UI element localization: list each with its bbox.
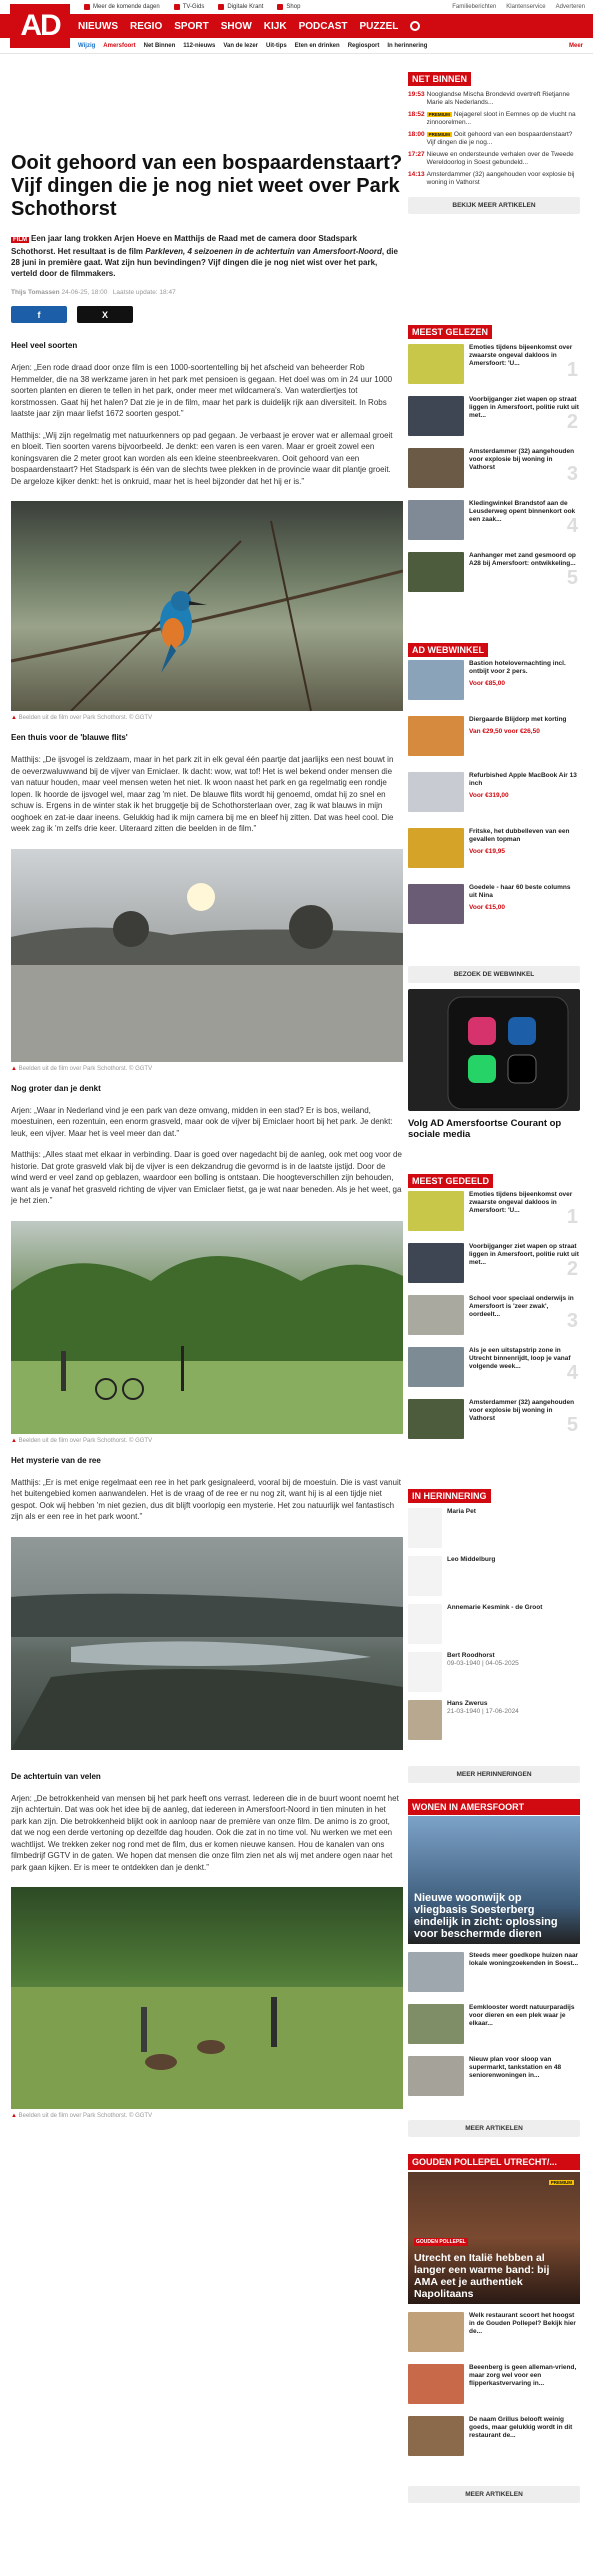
nav-item-nieuws[interactable]: NIEUWS <box>78 20 118 32</box>
most-read-item[interactable]: Kledingwinkel Brandstof aan de Leusderweg opent binnenkort ook een zaak... 4 <box>408 500 580 540</box>
memorial-item[interactable]: Bert Roodhorst 09-03-1940 | 04-05-2025 <box>408 1652 580 1692</box>
subnav-item-7[interactable]: In herinnering <box>387 42 428 49</box>
park-illustration <box>11 1221 403 1434</box>
nav-item-puzzel[interactable]: PUZZEL <box>359 20 399 32</box>
meest-gelezen-section <box>408 322 580 589</box>
nav-item-show[interactable]: SHOW <box>220 20 252 32</box>
webwinkel-section <box>408 640 580 978</box>
social-promo-image[interactable] <box>408 989 580 1111</box>
heading-ree: Het mysterie van de ree <box>11 1455 101 1465</box>
nav-item-podcast[interactable]: PODCAST <box>298 20 348 32</box>
article-intro: FILM Een jaar lang trokken Arjen Hoeve en Matthijs de Raad met de camera door Stadspark Schothorst. Het resultaat is de film Parkleven, 4 seizoenen in de achtertuin van Amersfoort-Noord, die 28 juni in première gaat. Wat zijn hun bevindingen? Vijf dingen die je nog niet wist over het park, verteld door de filmmakers. <box>11 234 398 278</box>
region-selector[interactable]: Amersfoort <box>103 42 136 49</box>
sub-nav <box>0 38 593 54</box>
main-nav <box>0 14 593 38</box>
topbar-link-1[interactable]: Meer de komende dagen <box>84 4 160 10</box>
pollepel-hero[interactable]: PREMIUM GOUDEN POLLEPEL Utrecht en Italië hebben al langer een warme band: bij AMA eet je authentiek Napolitaans <box>408 2172 580 2304</box>
meest-gelezen-heading: MEEST GELEZEN <box>408 325 492 339</box>
article <box>11 54 403 2119</box>
pollepel-item[interactable]: Welk restaurant scoort het hoogst in de Gouden Pollepel? Bekijk hier de... <box>408 2312 580 2352</box>
most-read-item[interactable]: Voorbijganger ziet wapen op straat liggen in Amersfoort, politie rukt uit met... 2 <box>408 396 580 436</box>
paragraph-7: Arjen: „De betrokkenheid van mensen bij het park heeft ons verrast. Iedereen die in de buurt woont noemt het zijn achtertuin. Dat was ook het idee bij de aanleg, dat iedereen in Amersfoort-Noord in tien minuten in het park kan zijn. Die betrokkenheid blijkt ook in aanloop naar de première van onze film. De animo is zo groot, dat we nog een derde vertoning op dezelfde dag houden. Ook die zat in no time vol. Nu werken we met een wachtlijst. We trekken zeker nog rond met de film, dus er komen nieuwe kansen. Hou de kanalen van ons filmbedrijf GGTV in de gaten. We hopen dat mensen die onze film zien net als wij met andere ogen naar het park gaan kijken. Er is meer te ontdekken dan je denkt.” <box>11 1793 399 1872</box>
facebook-share-button[interactable]: f <box>11 306 67 323</box>
search-icon[interactable] <box>410 21 420 31</box>
meest-gedeeld-heading: MEEST GEDEELD <box>408 1174 493 1188</box>
subnav-item-5[interactable]: Eten en drinken <box>294 42 340 49</box>
wonen-item[interactable]: Eemklooster wordt natuurparadijs voor dieren en een plek waar je elkaar... <box>408 2004 580 2044</box>
topbar-right-1[interactable]: Familieberichten <box>452 4 497 10</box>
net-binnen-item[interactable]: 17:27 Nieuwe en ondersteunde verhalen over de Tweede Wereldoorlog in Soest gebundeld... <box>408 151 574 166</box>
net-binnen-list <box>408 91 580 187</box>
net-binnen-heading: NET BINNEN <box>408 72 471 86</box>
park-photo[interactable] <box>11 1221 403 1434</box>
paragraph-2: Matthijs: „Wij zijn regelmatig met natuurkenners op pad gegaan. Je verbaast je erover wat er allemaal groeit en bloeit. Tien soorten varens bijvoorbeeld. Je denkt: een varen is een varen. Maar er groeit zowel een koningsvaren die 2 meter groot kan worden als een kleine steenbreekvaren. Ooit gehoord van een bospaardenstaart? Het Stadspark is één van de slechts twee plekken in de provincie waar dit plantje groeit. De argeloze kijker denkt: het is onkruid, maar het is heel bijzonder dat het hij er is.” <box>11 430 393 486</box>
net-binnen-item[interactable]: 14:13 Amsterdammer (32) aangehouden voor explosie bij woning in Vathorst <box>408 171 575 186</box>
newspaper-icon <box>218 4 224 10</box>
heading-blauwe-flits: Een thuis voor de 'blauwe flits' <box>11 733 128 742</box>
more-wonen-button[interactable]: MEER ARTIKELEN <box>408 2120 580 2137</box>
top-utility-bar <box>0 0 593 14</box>
memorial-item[interactable]: Maria Pet <box>408 1508 580 1548</box>
subnav-item-4[interactable]: Uit-tips <box>266 42 287 49</box>
kingfisher-illustration <box>11 501 403 711</box>
share-buttons <box>11 306 403 323</box>
paragraph-3: Matthijs: „De ijsvogel is zeldzaam, maar in het park zit in elk geval één paartje dat jaarlijks een nest bouwt in de oeverzwaluwwand bij de vijver van Emiclaer. Ik dacht: wow, wat tof! Het is wel bekend onder mensen die van natuur houden, maar veel mensen weten het niet. Ik woon naast het park en ga regelmatig een rondje lopen. Ik hoorde de ijsvogel wel, maar zag 'm niet. De blauwe flits wordt hij genoemd, omdat hij zo snel en schuw is. Ergens in de winter stak ik het bruggetje bij de Schothorsterlaan over, zag ik wat blauws in mijn ooghoek en zat-ie daar ineens. Gelukkig had ik mijn camera bij me en bleef hij zitten. Dat was heel cool. Die week zag ik 'm zelfs drie keer. Uiteraard zitten die beelden in de film.” <box>11 755 394 833</box>
shop-item[interactable]: Diergaarde Blijdorp met korting Van €29,50 voor €26,50 <box>408 716 580 756</box>
subnav-item-1[interactable]: Net Binnen <box>143 42 176 49</box>
kingfisher-photo[interactable] <box>11 501 403 711</box>
most-read-item[interactable]: Amsterdammer (32) aangehouden voor explosie bij woning in Vathorst 3 <box>408 448 580 488</box>
more-pollepel-button[interactable]: MEER ARTIKELEN <box>408 2486 580 2503</box>
subnav-item-6[interactable]: Regiosport <box>347 42 380 49</box>
herinnering-section <box>408 1486 580 1778</box>
more-memorials-button[interactable]: MEER HERINNERINGEN <box>408 1766 580 1783</box>
most-shared-item[interactable]: Emoties tijdens bijeenkomst over zwaarste ongeval dakloos in Amersfoort: 'U... 1 <box>408 1191 580 1231</box>
subnav-item-3[interactable]: Van de lezer <box>223 42 258 49</box>
heading-achtertuin: De achtertuin van velen <box>11 1771 101 1781</box>
frosty-field-photo[interactable] <box>11 849 403 1062</box>
pond-photo[interactable] <box>11 1537 403 1750</box>
most-shared-item[interactable]: Als je een uitstapstrip zone in Utrecht binnenrijdt, loop je vanaf volgende week... 4 <box>408 1347 580 1387</box>
topbar-right-3[interactable]: Adverteren <box>555 4 585 10</box>
meest-gedeeld-section <box>408 1171 580 1436</box>
x-share-button[interactable]: X <box>77 306 133 323</box>
more-articles-button[interactable]: BEKIJK MEER ARTIKELEN <box>408 197 580 214</box>
update-date: Laatste update: 18:47 <box>112 289 176 296</box>
webwinkel-heading: AD WEBWINKEL <box>408 643 488 657</box>
most-read-item[interactable]: Aanhanger met zand gesmoord op A28 bij Amersfoort: ontwikkeling... 5 <box>408 552 580 592</box>
shop-item[interactable]: Fritske, het dubbelleven van een gevallen topman Voor €19,95 <box>408 828 580 868</box>
publish-date: 24-06-25, 18:00 <box>61 289 108 296</box>
wonen-item[interactable]: Steeds meer goedkope huizen naar lokale woningzoekenden in Soest... <box>408 1952 580 1992</box>
photo-caption-2: ▲ Beelden uit de film over Park Schothorst. © GGTV <box>11 1065 153 1072</box>
visit-webwinkel-button[interactable]: BEZOEK DE WEBWINKEL <box>408 966 580 983</box>
subnav-more[interactable]: Meer <box>568 42 583 49</box>
net-binnen-item[interactable]: 18:00 PREMIUM Ooit gehoord van een bospaardenstaart? Vijf dingen die je nog... <box>408 131 573 146</box>
site-logo[interactable]: AD <box>10 4 70 48</box>
memorial-item[interactable]: Leo Middelburg <box>408 1556 580 1596</box>
byline <box>11 289 403 296</box>
photo-caption-4: ▲ Beelden uit de film over Park Schothorst. © GGTV <box>11 2113 153 2119</box>
pond-illustration <box>11 1537 403 1750</box>
herinnering-heading: IN HERINNERING <box>408 1489 491 1503</box>
pollepel-tag: GOUDEN POLLEPEL <box>416 2239 466 2245</box>
memorial-item[interactable]: Annemarie Kesmink - de Groot <box>408 1604 580 1644</box>
shop-icon <box>277 4 283 10</box>
topbar-link-2[interactable]: TV-Gids <box>174 4 205 10</box>
pollepel-item[interactable]: De naam Grillus belooft weinig goeds, maar gelukkig wordt in dit restaurant de... <box>408 2416 580 2456</box>
garden-illustration <box>11 1887 403 2109</box>
film-tag: FILM <box>13 237 27 243</box>
wonen-heading: WONEN IN AMERSFOORT <box>408 1799 580 1815</box>
shop-item[interactable]: Goedele - haar 60 beste columns uit Nina Voor €15,00 <box>408 884 580 924</box>
most-shared-item[interactable]: School voor speciaal onderwijs in Amersfoort is 'zeer zwak', oordeelt... 3 <box>408 1295 580 1335</box>
heading-groter: Nog groter dan je denkt <box>11 1083 101 1093</box>
most-shared-item[interactable]: Amsterdammer (32) aangehouden voor explosie bij woning in Vathorst 5 <box>408 1399 580 1439</box>
topbar-right-2[interactable]: Klantenservice <box>506 4 546 10</box>
change-region-link[interactable]: Wijzig <box>78 42 96 49</box>
wonen-item[interactable]: Nieuw plan voor sloop van supermarkt, tankstation en 48 seniorenwoningen in... <box>408 2056 580 2096</box>
sidebar <box>408 54 580 2498</box>
social-apps-icon <box>408 989 580 1111</box>
shop-item[interactable]: Refurbished Apple MacBook Air 13 inch Voor €319,00 <box>408 772 580 812</box>
shop-item[interactable]: Bastion hotelovernachting incl. ontbijt voor 2 pers. Voor €85,00 <box>408 660 580 700</box>
pollepel-heading: GOUDEN POLLEPEL UTRECHT/... <box>408 2154 580 2170</box>
memorial-item[interactable]: Hans Zwerus 21-03-1940 | 17-06-2024 <box>408 1700 580 1740</box>
paragraph-4: Arjen: „Waar in Nederland vind je een park van deze omvang, midden in een stad? Er is bos, weiland, moestuinen, een rozentuin, een enorm grasveld, maar ook de vijver bij Emiclaer hoort bij het park. Je denkt: leuk, een vijver. Maar het is veel meer dan dat.” <box>11 1105 393 1138</box>
article-title: Ooit gehoord van een bospaardenstaart? Vijf dingen die je nog niet weet over Park Schothorst <box>11 152 403 220</box>
paragraph-1: Arjen: „Een rode draad door onze film is een 1000-soortentelling bij het afscheid van beheerder Rob Hemmelder, die na 38 werkzame jaren in het park met pensioen is gegaan. Het doel was om in 24 uur 1000 soorten planten en dieren te tellen in het park, onder meer met wildcamera's. Van waterdiertjes tot korstmossen. Gaat hij het halen? Dat zie je in de film, maar het park is duidelijk rijk aan diversiteit. In Robs laatste jaar zijn maar liefst 1672 soorten gespot.” <box>11 363 393 418</box>
garden-photo[interactable] <box>11 1887 403 2109</box>
net-binnen-item[interactable]: 19:53 Nooglandse Mischa Brondevid overtreft Rietjanne Marie als Nederlands... <box>408 91 570 106</box>
heading-soorten: Heel veel soorten <box>11 341 78 350</box>
photo-caption-3: ▲ Beelden uit de film over Park Schothorst. © GGTV <box>11 1437 153 1444</box>
premium-badge: PREMIUM <box>428 112 450 117</box>
wonen-hero[interactable]: Nieuwe woonwijk op vliegbasis Soesterberg eindelijk in zicht: oplossing voor beschermde dieren <box>408 1816 580 1944</box>
most-shared-item[interactable]: Voorbijganger ziet wapen op straat liggen in Amersfoort, politie rukt uit met... 2 <box>408 1243 580 1283</box>
nav-item-kijk[interactable]: KIJK <box>263 20 287 32</box>
nav-item-sport[interactable]: SPORT <box>174 20 209 32</box>
frost-field-illustration <box>11 849 403 1062</box>
tv-icon <box>174 4 180 10</box>
net-binnen-item[interactable]: 18:52 PREMIUM Nejagerel sloot in Eemnes op de vlucht na zinnoorelmen... <box>408 111 576 126</box>
topbar-link-4[interactable]: Shop <box>277 4 300 10</box>
topbar-link-3[interactable]: Digitale Krant <box>218 4 263 10</box>
weather-icon <box>84 4 90 10</box>
subnav-item-2[interactable]: 112-nieuws <box>183 42 216 49</box>
premium-badge: PREMIUM <box>550 2180 572 2185</box>
paragraph-5: Matthijs: „Alles staat met elkaar in verbinding. Daar is goed over nagedacht bij de aanleg, ook met oog voor de historie. Dat grote grasveld vlak bij de vijver is een dekzandrug die gevormd is in de laatste ijstijd. Door de wind werd er veel zand op geblazen, waardoor een bolling is ontstaan. Die hoogteverschillen zijn behouden, want als je vanaf het grasveld richting de vijver van Emiclaer fietst, ga je wat naar beneden. Als je het weet, ga je het zien.” <box>11 1150 402 1205</box>
photo-caption-1: ▲ Beelden uit de film over Park Schothorst. © GGTV <box>11 715 153 721</box>
most-read-item[interactable]: Emoties tijdens bijeenkomst over zwaarste ongeval dakloos in Amersfoort: 'U... 1 <box>408 344 580 384</box>
social-promo-title[interactable]: Volg AD Amersfoortse Courant op sociale media <box>408 1118 562 1140</box>
nav-item-regio[interactable]: REGIO <box>130 20 163 32</box>
premium-badge: PREMIUM <box>428 132 450 137</box>
paragraph-6: Matthijs: „Er is met enige regelmaat een ree in het park gesignaleerd, vooral bij de moestuin. Die is vast vanuit het buitengebied komen aanwandelen. Het is de vraag of de ree er nu nog zit, want hij is al een tijdje niet gespot. Ook wij hebben 'm niet gezien, dus dit blijft voorlopig een mysterie. Het zou natuurlijk wel fantastisch zijn als er een ree in het park woont.” <box>11 1477 401 1521</box>
pollepel-item[interactable]: Beeenberg is geen alleman-vriend, maar zorg wel voor een flipperkastvervaring in... <box>408 2364 580 2404</box>
author[interactable]: Thijs Tomassen <box>11 289 60 296</box>
